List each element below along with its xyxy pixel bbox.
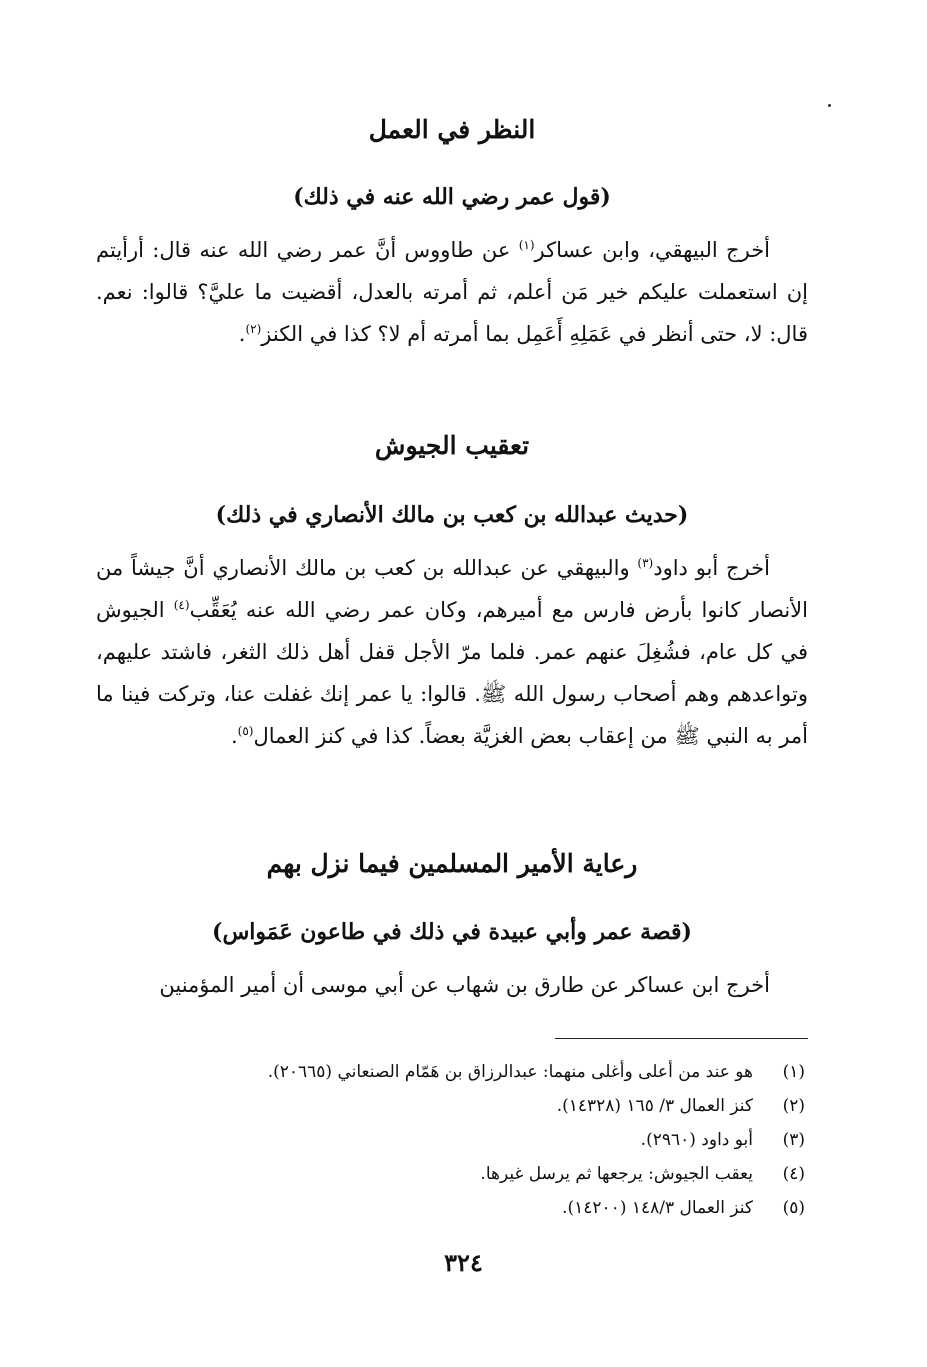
footnote bbox=[150, 1157, 805, 1191]
footnote-number: (٢) bbox=[782, 1096, 805, 1116]
section-heading: تعقيب الجيوش bbox=[374, 431, 530, 460]
section-heading: النظر في العمل bbox=[368, 115, 536, 144]
text-run: أخرج ابن عساكر عن طارق بن شهاب عن أبي موسى أن أمير المؤمنين bbox=[159, 973, 770, 997]
text-run: . bbox=[238, 322, 246, 346]
section-paragraph bbox=[96, 964, 808, 1006]
paragraph-text bbox=[96, 547, 808, 757]
footnote-ref: (٢) bbox=[245, 322, 262, 336]
footnote-number: (٣) bbox=[782, 1130, 805, 1150]
section-subtitle: (قول عمر رضي الله عنه في ذلك) bbox=[293, 184, 611, 210]
text-run: عن طاووس أنَّ عمر رضي الله عنه قال: أرأيتم إن استعملت عليكم خير مَن أعلم، ثم أمرته بالعدل، أقضيت ما عليَّ؟ قالوا: نعم. قال: لا، حتى أنظر في عَمَلِهِ أَعَمِل بما أمرته أم لا؟ كذا في الكنز bbox=[96, 238, 808, 346]
footnote bbox=[150, 1055, 805, 1089]
section-paragraph bbox=[96, 229, 808, 355]
text-run: الجيوش في كل عام، فشُغِلَ عنهم عمر. فلما مرّ الأجل قفل أهل ذلك الثغر، فاشتد عليهم، وتواعدهم وهم أصحاب رسول الله ﷺ. قالوا: يا عمر إنك غفلت عنا، وتركت فينا ما أمر به النبي ﷺ من إعقاب بعض الغزيَّة بعضاً. كذا في كنز العمال bbox=[96, 598, 808, 748]
footnote-number: (١) bbox=[782, 1062, 805, 1082]
ink-dot bbox=[828, 104, 831, 107]
section-subtitle: (حديث عبدالله بن كعب بن مالك الأنصاري في ذلك) bbox=[215, 502, 689, 528]
paragraph-text bbox=[96, 229, 808, 355]
section-title bbox=[96, 846, 808, 882]
text-run: أخرج البيهقي، وابن عساكر bbox=[534, 238, 771, 262]
footnotes bbox=[150, 1055, 805, 1225]
footnote-ref: (٥) bbox=[237, 724, 254, 738]
footnote-number: (٥) bbox=[782, 1198, 805, 1218]
footnote-number: (٤) bbox=[782, 1164, 805, 1184]
text-run: والبيهقي عن عبدالله بن كعب بن مالك الأنصاري أنَّ جيشاً من الأنصار كانوا بأرض فارس مع أميرهم، وكان عمر رضي الله عنه يُعَقِّب bbox=[96, 556, 808, 622]
footnote bbox=[150, 1123, 805, 1157]
footnote-text: كنز العمال ٣/ ١٦٥ (١٤٣٢٨). bbox=[556, 1096, 753, 1116]
section-paragraph bbox=[96, 547, 808, 757]
footnote-text: هو عند من أعلى وأغلى منهما: عبدالرزاق بن هَمّام الصنعاني (٢٠٦٦٥). bbox=[267, 1062, 753, 1082]
paragraph-text bbox=[96, 964, 808, 1006]
section-heading: رعاية الأمير المسلمين فيما نزل بهم bbox=[266, 849, 638, 878]
section-title bbox=[96, 428, 808, 464]
section-subtitle-block bbox=[96, 915, 808, 949]
page-number: ٣٢٤ bbox=[444, 1248, 483, 1277]
footnote-text: أبو داود (٢٩٦٠). bbox=[640, 1130, 753, 1150]
footnote-text: كنز العمال ١٤٨/٣ (١٤٢٠٠). bbox=[562, 1198, 753, 1218]
footnote bbox=[150, 1089, 805, 1123]
section-subtitle-block bbox=[96, 498, 808, 532]
section-title bbox=[96, 112, 808, 148]
footnote-ref: (٣) bbox=[637, 556, 654, 570]
text-run: . bbox=[230, 724, 238, 748]
footnote-divider bbox=[555, 1038, 808, 1039]
section-subtitle-block bbox=[96, 180, 808, 214]
footnote-ref: (٤) bbox=[173, 598, 190, 612]
section-subtitle: (قصة عمر وأبي عبيدة في ذلك في طاعون عَمَواس) bbox=[212, 919, 692, 945]
footnote bbox=[150, 1191, 805, 1225]
text-run: أخرج أبو داود bbox=[653, 556, 770, 580]
footnote-ref: (١) bbox=[518, 238, 535, 252]
footnote-text: يعقب الجيوش: يرجعها ثم يرسل غيرها. bbox=[480, 1164, 753, 1184]
